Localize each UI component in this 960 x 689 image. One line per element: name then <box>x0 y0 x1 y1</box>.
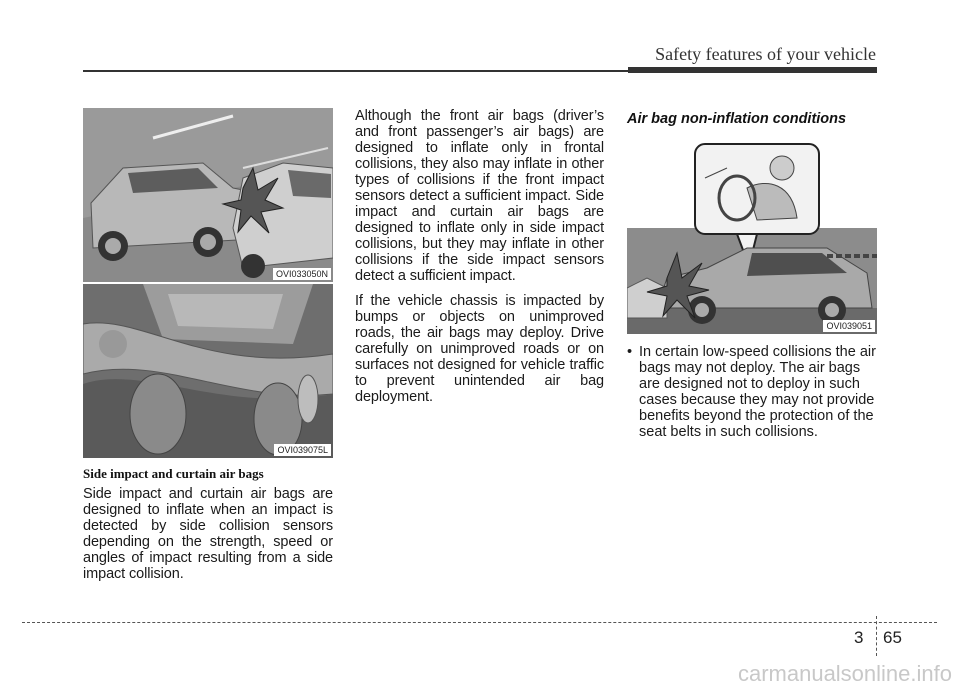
column-3 <box>627 108 877 440</box>
figure-curtain-airbag <box>83 284 333 458</box>
section-heading: Air bag non-inflation conditions <box>627 111 847 127</box>
chapter-number: 3 <box>854 628 864 647</box>
figure-code: OVI039075L <box>274 444 331 456</box>
watermark: carmanualsonline.info <box>737 661 952 686</box>
page-header-title: Safety features of your vehicle <box>655 44 876 64</box>
paragraph: Side impact and curtain air bags are designed to inflate when an impact is detected by side collision sensors depending on the strength, speed or angles of impact resulting from a side impact collision. <box>83 486 333 582</box>
column-1 <box>83 108 333 591</box>
list-item <box>627 344 877 440</box>
bullet-icon: • <box>627 344 633 360</box>
figure-code: OVI033050N <box>273 268 331 280</box>
paragraph: If the vehicle chassis is impacted by bumps or objects on unimproved roads, the air bags may deploy. Drive carefully on unimproved roads or on surfaces not designed for vehicle traffic to prevent unintended air bag deployment. <box>355 293 604 405</box>
figure-low-speed-collision <box>627 138 877 334</box>
footer-divider <box>876 616 877 656</box>
section-heading: Side impact and curtain air bags <box>83 466 264 481</box>
side-impact-illustration <box>83 108 333 282</box>
page-number: 65 <box>883 628 902 647</box>
paragraph: Although the front air bags (driver’s and front passenger’s air bags) are designed to inflate only in frontal collisions, they also may inflate in other types of collisions if the front impact sensors detect a sufficient impact. Side impact and curtain air bags are designed to inflate only in side impact collisions, but they may inflate in other collisions if the side impact sensors detect a sufficient impact. <box>355 108 604 284</box>
figure-side-impact <box>83 108 333 282</box>
curtain-airbag-illustration <box>83 284 333 458</box>
column-2 <box>355 108 604 414</box>
figure-code: OVI039051 <box>823 320 875 332</box>
low-speed-collision-illustration <box>627 138 877 334</box>
header-rule-accent <box>628 67 877 73</box>
bullet-text: In certain low-speed collisions the air bags may not deploy. The air bags are designed not to deploy in such cases because they may not provide benefits beyond the protection of the seat belts in such collisions. <box>639 344 876 440</box>
footer-rule <box>22 622 937 623</box>
